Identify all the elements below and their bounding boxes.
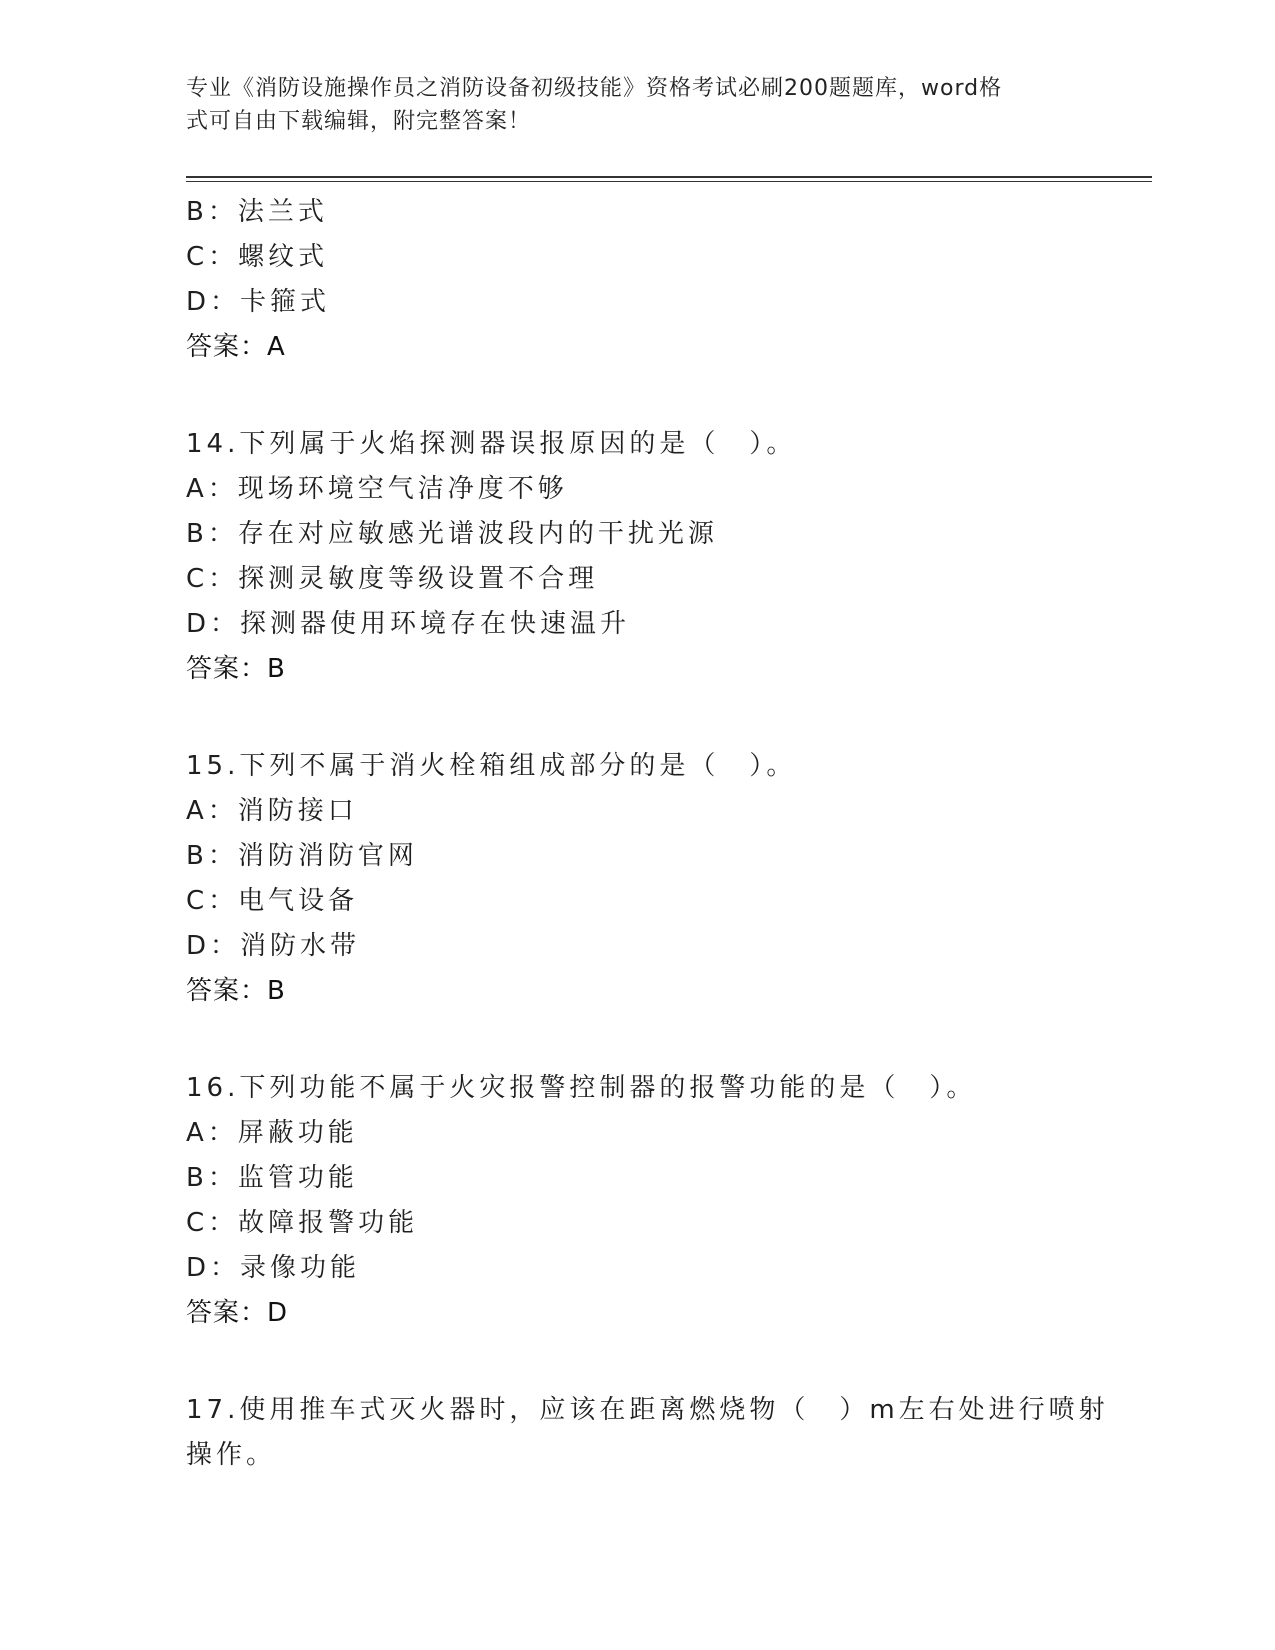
option-c: C：故障报警功能 [186,1208,419,1238]
question-stem: 16.下列功能不属于火灾报警控制器的报警功能的是（ ）。 [186,1073,977,1103]
option-b: B：监管功能 [186,1163,358,1193]
spacer [186,370,1086,422]
option-c: C：电气设备 [186,886,359,916]
option-b: B：消防消防官网 [186,841,418,871]
question-stem: 14.下列属于火焰探测器误报原因的是（ ）。 [186,429,797,459]
header-line-1: 专业《消防设施操作员之消防设备初级技能》资格考试必刷200题题库，word格 [186,76,1003,101]
option-b: B：存在对应敏感光谱波段内的干扰光源 [186,519,718,549]
spacer [186,692,1086,744]
option-d: D：卡箍式 [186,287,331,317]
answer-label: 答案：A [186,332,286,362]
header-divider-bottom [186,181,1152,182]
spacer [186,1336,1086,1388]
question-stem-line-2: 操作。 [186,1440,277,1470]
document-header [186,72,1066,138]
question-stem: 15.下列不属于消火栓箱组成部分的是（ ）。 [186,751,797,781]
question-15 [186,744,1086,1014]
option-c: C：螺纹式 [186,242,329,272]
option-d: D：录像功能 [186,1253,361,1283]
option-d: D：探测器使用环境存在快速温升 [186,609,631,639]
option-a: A：屏蔽功能 [186,1118,358,1148]
question-14 [186,422,1086,692]
question-16 [186,1066,1086,1336]
answer-label: 答案：B [186,976,286,1006]
option-c: C：探测灵敏度等级设置不合理 [186,564,599,594]
header-line-2: 式可自由下载编辑，附完整答案！ [186,109,532,134]
question-list [186,190,1109,1478]
answer-label: 答案：D [186,1298,289,1328]
question-stem-line-1: 17.使用推车式灭火器时，应该在距离燃烧物（ ）m左右处进行喷射 [186,1395,1109,1425]
spacer [186,1014,1086,1066]
option-b: B：法兰式 [186,197,328,227]
question-17 [186,1388,1109,1478]
question-13-tail [186,190,1086,370]
answer-label: 答案：B [186,654,286,684]
header-divider-top [186,176,1152,178]
option-a: A：消防接口 [186,796,358,826]
option-a: A：现场环境空气洁净度不够 [186,474,568,504]
option-d: D：消防水带 [186,931,361,961]
